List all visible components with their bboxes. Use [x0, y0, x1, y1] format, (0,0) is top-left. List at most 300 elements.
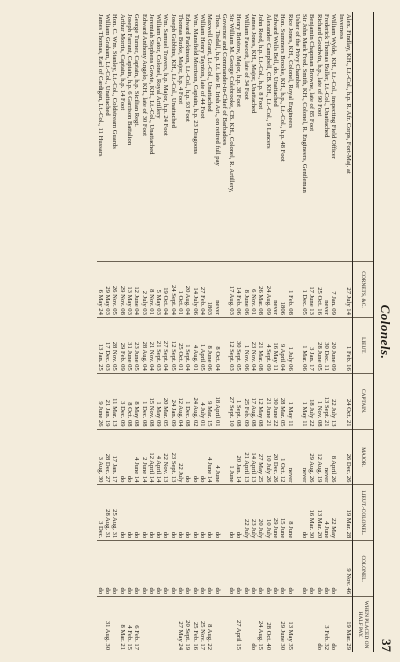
cell-lt-colonel: do: [301, 485, 308, 541]
cell-colonel: do: [162, 541, 169, 597]
cell-major: 10 July 26: [264, 429, 271, 485]
cell-name: Alex. Findlay, KH., Lt.-Col., h.p. R. Afr. Corps, Fort-Maj. at: [344, 14, 352, 174]
cell-colonel: 9 Nov. 46: [345, 541, 353, 597]
cell-first-commission: 27 July 14: [345, 262, 353, 318]
table-row: [199, 12, 206, 652]
cell-first-commission: 5 May 03: [155, 262, 162, 318]
cell-colonel: do: [228, 541, 235, 597]
table-row: [279, 12, 286, 652]
cell-lieut: 30 Sept. 05: [235, 317, 242, 373]
cell-name: Edward Anthony Angelo, KH., late of 30 Foot: [140, 14, 148, 136]
cell-captain: 15 Nov. 08: [148, 373, 155, 429]
cell-captain: 9 June 26: [97, 373, 104, 429]
cell-lt-colonel: 4 June: [323, 485, 330, 541]
cell-name: George Turner, Captain, h.p. Sicilian Regt.: [133, 14, 141, 127]
cell-colonel: do: [184, 541, 191, 597]
cell-colonel: do: [191, 541, 198, 597]
cell-lieut: 30 Dec. 11: [323, 317, 330, 373]
cell-lieut: 23 Nov. 04: [250, 317, 257, 373]
cell-lt-colonel: do: [148, 485, 155, 541]
cell-half-pay: 4 Feb. 15: [126, 597, 133, 652]
cell-name: William Fawcett, late of 34 Foot: [242, 14, 250, 100]
table-row: [162, 12, 169, 652]
cell-colonel: do: [111, 541, 118, 597]
cell-lt-colonel: do: [140, 485, 147, 541]
column-header-half-pay: WHEN PLACED ON HALF PAY.: [353, 597, 374, 652]
table-row: [337, 12, 344, 652]
table-row: [177, 12, 184, 652]
cell-colonel: do: [104, 541, 111, 597]
cell-colonel: do: [264, 541, 271, 597]
cell-lieut: 25 Oct. 01: [177, 317, 184, 373]
cell-half-pay: [301, 597, 308, 652]
cell-lieut: 12 Sept. 05: [170, 317, 177, 373]
cell-first-commission: 6 May 24: [97, 262, 104, 318]
cell-captain: 3 Dec. 09: [119, 373, 126, 429]
cell-first-commission: 8 June 06: [243, 262, 250, 318]
cell-half-pay: 19 Mar. 29: [345, 597, 353, 652]
cell-name: Alexander Campbell, CB. KH., Lt.-Col., 9 Lancers: [264, 14, 272, 149]
cell-captain: 30 June 22: [272, 373, 279, 429]
cell-first-commission: 24 Sept. 04: [170, 262, 177, 318]
column-header-colonel: COLONEL.: [353, 541, 374, 597]
cell-lieut: 4 Sept. 09: [264, 317, 271, 373]
cell-colonel: do: [148, 541, 155, 597]
cell-major: never: [301, 429, 308, 485]
cell-lieut: 1 Sept. 04: [184, 317, 191, 373]
cell-half-pay: [294, 597, 301, 652]
table-row: [148, 12, 155, 652]
cell-half-pay: [213, 597, 220, 652]
cell-colonel: do: [97, 541, 104, 597]
cell-first-commission: 29 May 03: [104, 262, 111, 318]
cell-lt-colonel: do: [177, 485, 184, 541]
cell-first-commission: [221, 262, 228, 318]
cell-name: Sir John Mark Fred. Smith, KH., Colonel, R. Engineers, Gentleman: [301, 14, 309, 193]
cell-captain: 28 Mar. 05: [279, 373, 286, 429]
cell-lt-colonel: 8 June: [286, 485, 293, 541]
column-header-captain: CAPTAIN.: [353, 373, 374, 429]
table-row: [133, 12, 140, 652]
cell-lieut: 31 June 05: [126, 317, 133, 373]
cell-colonel: do: [119, 541, 126, 597]
cell-lieut: 21 Nov. 04: [148, 317, 155, 373]
cell-captain: 24 Jan. 09: [170, 373, 177, 429]
cell-lt-colonel: do: [235, 485, 242, 541]
cell-half-pay: [170, 597, 177, 652]
cell-colonel: do: [272, 541, 279, 597]
cell-captain: 12 Aug. 04: [177, 373, 184, 429]
table-row: [119, 12, 126, 652]
cell-lt-colonel: 22 May: [330, 485, 337, 541]
cell-half-pay: [337, 597, 344, 652]
cell-first-commission: [294, 262, 301, 318]
cell-major: 2 June 14: [140, 429, 147, 485]
cell-lieut: 4 Aug. 01: [191, 317, 198, 373]
cell-colonel: [337, 541, 344, 597]
cell-lieut: 13 Jan. 25: [97, 317, 104, 373]
cell-first-commission: never: [323, 262, 330, 318]
cell-lieut: 8 June 06: [206, 317, 213, 373]
cell-name: Frederick Thomas Buller, Lt.-Col., Unattached: [323, 14, 331, 138]
cell-captain: 1 Sept. 08: [235, 373, 242, 429]
cell-first-commission: 24 Aug. 09: [264, 262, 271, 318]
table-row: [257, 12, 264, 652]
cell-colonel: do: [301, 541, 308, 597]
table-row: [243, 12, 250, 652]
cell-first-commission: never: [213, 262, 220, 318]
cell-captain: 18 July 22: [308, 373, 315, 429]
cell-half-pay: 25 Feb. 16: [191, 597, 198, 652]
table-row: [206, 12, 213, 652]
cell-half-pay: 3 Feb. 32: [323, 597, 330, 652]
cell-half-pay: [308, 597, 315, 652]
cell-major: 12 Aug. 19: [316, 429, 323, 485]
cell-lieut: 28 Nov. 05: [111, 317, 118, 373]
cell-colonel: do: [286, 541, 293, 597]
cell-half-pay: 8 Mar. 21: [119, 597, 126, 652]
cell-major: do: [184, 429, 191, 485]
cell-lt-colonel: do: [155, 485, 162, 541]
cell-colonel: do: [206, 541, 213, 597]
cell-lt-colonel: do: [191, 485, 198, 541]
table-row: [235, 12, 242, 652]
cell-first-commission: 1 Dec. 05: [301, 262, 308, 318]
column-header-major: MAJOR.: [353, 429, 374, 485]
table-row: [155, 12, 162, 652]
cell-lt-colonel: do: [206, 485, 213, 541]
cell-first-commission: never: [272, 262, 279, 318]
cell-lt-colonel: do: [170, 485, 177, 541]
cell-captain: 21 Jan. 19: [104, 373, 111, 429]
cell-major: 20 Dec. 26: [272, 429, 279, 485]
cell-captain: 1 May 09: [155, 373, 162, 429]
cell-first-commission: 6 Nov. 01: [250, 262, 257, 318]
cell-name: Wm. Samuel Travers, h.p. Major, h.p. 24 Foot: [162, 14, 170, 136]
cell-first-commission: 25 Oct. 16: [316, 262, 323, 318]
cell-major: 21 April 13: [243, 429, 250, 485]
cell-colonel: do: [155, 541, 162, 597]
cell-major: do: [126, 429, 133, 485]
table-row: [221, 12, 228, 652]
cell-major: 4 June: [213, 429, 220, 485]
cell-half-pay: 29 June 30: [279, 597, 286, 652]
cell-colonel: do: [126, 541, 133, 597]
cell-major: 17 Jan. 17: [111, 429, 118, 485]
cell-half-pay: 13 May 35: [286, 597, 293, 652]
cell-lieut: [294, 317, 301, 373]
table-row: [191, 12, 198, 652]
cell-lieut: 1 Mar. 06: [301, 317, 308, 373]
cell-half-pay: [272, 597, 279, 652]
cell-captain: 18 April 01: [213, 373, 220, 429]
cell-captain: 8 May 08: [133, 373, 140, 429]
cell-lt-colonel: do: [199, 485, 206, 541]
cell-half-pay: [97, 597, 104, 652]
cell-lt-colonel: 3 Dec.: [97, 485, 104, 541]
cell-half-pay: 24 Aug. 15: [257, 597, 264, 652]
cell-captain: 1 May 11: [301, 373, 308, 429]
cell-first-commission: 1803: [206, 262, 213, 318]
cell-major: 28 Dec. 27: [104, 429, 111, 485]
table-row: [170, 12, 177, 652]
cell-name: Thomas Burke, Major, h.p. 4 Foot: [177, 14, 185, 105]
cell-lieut: 3 Jan. 17: [308, 317, 315, 373]
table-row: [286, 12, 293, 652]
cell-lt-colonel: do: [162, 485, 169, 541]
page-title: Colonels.: [378, 304, 393, 360]
cell-name: Jeremiah Stephens Gowie, KH., Lt.-Col., Unattached: [147, 14, 155, 155]
cell-captain: 8 Oct. 08: [126, 373, 133, 429]
cell-lieut: 8 Oct. 04: [213, 317, 220, 373]
table-row: [301, 12, 308, 652]
cell-half-pay: 6 Feb. 17: [133, 597, 140, 652]
cell-major: [294, 429, 301, 485]
cell-major: [221, 429, 228, 485]
cell-colonel: do: [177, 541, 184, 597]
cell-name: Hon. Summers Brooke, KH., h.p., Lt.-Col., h.p. 48 Foot: [279, 14, 287, 162]
cell-colonel: do: [323, 541, 330, 597]
cell-major: do: [199, 429, 206, 485]
table-row: [316, 12, 323, 652]
cell-captain: 25 Feb. 09: [243, 373, 250, 429]
cell-name: James Jones, KH., Major, Unattached: [250, 14, 258, 114]
cell-lieut: 17 Dec. 03: [104, 317, 111, 373]
cell-lieut: 1 April 05: [199, 317, 206, 373]
page-header: [373, 12, 394, 652]
cell-first-commission: 20 Aug. 04: [184, 262, 191, 318]
cell-lieut: 23 June 05: [133, 317, 140, 373]
table-row: [184, 12, 191, 652]
cell-first-commission: 26 Nov. 05: [111, 262, 118, 318]
table-row: [323, 12, 330, 652]
cell-first-commission: 17 June 13: [308, 262, 315, 318]
cell-captain: 22 July 13: [330, 373, 337, 429]
table-row: [330, 12, 337, 652]
cell-major: [337, 429, 344, 485]
cell-major: 12 April 14: [148, 429, 155, 485]
cell-captain: 27 Sept. 10: [228, 373, 235, 429]
cell-captain: 1 Dec. 08: [184, 373, 191, 429]
cell-major: 3 Aug. 30: [97, 429, 104, 485]
cell-first-commission: 8 Nov. 01: [148, 262, 155, 318]
cell-major: do: [191, 429, 198, 485]
cell-colonel: do: [279, 541, 286, 597]
cell-major: 26 Dec. 26: [345, 429, 353, 485]
cell-name: William Henry Taynton, late of 44 Foot: [198, 14, 206, 119]
cell-lieut: [221, 317, 228, 373]
cell-name: William Cator, Colonel, Royal Artillery: [155, 14, 163, 119]
column-header-name: [353, 12, 374, 262]
cell-lt-colonel: 16 Mar. 30: [308, 485, 315, 541]
cell-name: William Wylde, KH., Lt.-Col., inspecting Field Officer: [330, 14, 338, 159]
cell-major: 22 July: [177, 429, 184, 485]
cell-captain: 13 Sept. 21: [323, 373, 330, 429]
cell-lt-colonel: 20 July: [257, 485, 264, 541]
table-row: [104, 12, 111, 652]
cell-lt-colonel: 25 Aug. 31: [111, 485, 118, 541]
cell-colonel: do: [243, 541, 250, 597]
cell-first-commission: 17 Aug. 03: [228, 262, 235, 318]
cell-name: Rice Jones, KH., Colonel, Royal Engineers: [286, 14, 294, 129]
table-row: [294, 12, 301, 652]
cell-lt-colonel: 19 Mar. 28: [345, 485, 353, 541]
cell-half-pay: 8 Aug. 22: [206, 597, 213, 652]
cell-name: Richard Goodwin, h.p., late of 90 Foot: [315, 14, 323, 117]
cell-lt-colonel: 10 July: [264, 485, 271, 541]
cell-captain: 1 Dec. 08: [140, 373, 147, 429]
cell-lt-colonel: do: [184, 485, 191, 541]
cell-half-pay: [148, 597, 155, 652]
cell-name: William Graham, Lt.-Col., Unattached: [104, 14, 112, 116]
cell-captain: 4 July 01: [199, 373, 206, 429]
cell-first-commission: 26 Mar. 08: [257, 262, 264, 318]
cell-colonel: do: [308, 541, 315, 597]
cell-lt-colonel: do: [228, 485, 235, 541]
cell-lieut: 16 May 11: [272, 317, 279, 373]
cell-major: do: [119, 429, 126, 485]
table-row: [97, 12, 104, 652]
cell-half-pay: 27 May 24: [177, 597, 184, 652]
cell-colonel: do: [330, 541, 337, 597]
cell-lt-colonel: 23 July: [250, 485, 257, 541]
cell-name: Thos. Tisdall, h.p. Lt. late R. Irish Art., on retired full pay: [213, 14, 221, 166]
cell-colonel: do: [170, 541, 177, 597]
cell-colonel: do: [257, 541, 264, 597]
cell-half-pay: [228, 597, 235, 652]
cell-colonel: do: [235, 541, 242, 597]
cell-colonel: do: [316, 541, 323, 597]
cell-captain: [294, 373, 301, 429]
cell-first-commission: 2 July 03: [140, 262, 147, 318]
cell-colonel: do: [250, 541, 257, 597]
cell-colonel: [221, 541, 228, 597]
cell-name: Joseph Gubbins, KH., Lt.-Col., Unattached: [169, 14, 177, 128]
cell-colonel: [294, 541, 301, 597]
cell-half-pay: 25 Nov. 17: [199, 597, 206, 652]
table-row: [272, 12, 279, 652]
cell-name: Sir William M. George Colebrooke, CB. KH., Colonel, R. Artillery,: [228, 14, 236, 193]
cell-name: Governor and Commander-in-Chief of Barbadoes: [220, 14, 228, 146]
cell-first-commission: 14 July 06: [191, 262, 198, 318]
cell-captain: 17 Aug. 08: [250, 373, 257, 429]
cell-major: 4 June 14: [206, 429, 213, 485]
cell-lieut: 1 Feb. 16: [345, 317, 353, 373]
cell-half-pay: do: [250, 597, 257, 652]
cell-first-commission: 14 Feb. 06: [235, 262, 242, 318]
cell-first-commission: 29 Nov. 08: [119, 262, 126, 318]
column-header-lt-colonel: LIEUT.-COLONEL.: [353, 485, 374, 541]
cell-colonel: do: [133, 541, 140, 597]
cell-half-pay: [221, 597, 228, 652]
cell-name: Joseph Farrant, Captain, h.p. 6 Garrison Battalion: [126, 14, 133, 146]
cell-lt-colonel: do: [133, 485, 140, 541]
table-row: [126, 12, 133, 652]
table-row: [308, 12, 315, 652]
cell-name: Wm. Mansfield Morrison, Captain, h.p. 23 Dragoons: [191, 14, 199, 155]
table-row: [140, 12, 147, 652]
cell-lieut: 1 Nov. 06: [243, 317, 250, 373]
cell-lt-colonel: do: [213, 485, 220, 541]
cell-captain: 21 June 21: [264, 373, 271, 429]
cell-lt-colonel: [221, 485, 228, 541]
cell-lt-colonel: 22 July: [243, 485, 250, 541]
cell-first-commission: 27 Feb. 04: [199, 262, 206, 318]
cell-first-commission: 12 June 04: [133, 262, 140, 318]
table-row: [228, 12, 235, 652]
cell-name: Benjamin Chapman Browne, late of 85 Foot: [308, 14, 316, 132]
cell-major: 4 June 14: [133, 429, 140, 485]
officers-table: [97, 12, 373, 652]
cell-captain: 1 May 11: [286, 373, 293, 429]
cell-lieut: 28 Aug. 04: [140, 317, 147, 373]
cell-first-commission: 13 May 03: [126, 262, 133, 318]
cell-lt-colonel: [337, 485, 344, 541]
cell-captain: 24 Aug. 02: [191, 373, 198, 429]
cell-half-pay: do: [330, 597, 337, 652]
cell-colonel: do: [199, 541, 206, 597]
cell-major: never: [323, 429, 330, 485]
cell-captain: 9 Mar. 15: [206, 373, 213, 429]
cell-lieut: 20 June 09: [330, 317, 337, 373]
cell-lt-colonel: 15 June: [279, 485, 286, 541]
cell-lieut: 29 Feb. 09: [119, 317, 126, 373]
cell-captain: 1 Nov. 08: [316, 373, 323, 429]
cell-major: 22 Nov. 13: [162, 429, 169, 485]
cell-half-pay: do: [316, 597, 323, 652]
cell-name: James Thomas, Earl of Cardigan, Lt.-Col., 11 Hussars: [96, 14, 104, 157]
cell-first-commission: 1806: [279, 262, 286, 318]
cell-lieut: [337, 317, 344, 373]
cell-lieut: 27 Sept. 04: [162, 317, 169, 373]
cell-half-pay: 31 Aug. 30: [104, 597, 111, 652]
cell-half-pay: 27 April 15: [235, 597, 242, 652]
cell-captain: 12 May 08: [257, 373, 264, 429]
cell-first-commission: 19 Oct. 04: [162, 262, 169, 318]
cell-half-pay: [140, 597, 147, 652]
cell-lt-colonel: do: [126, 485, 133, 541]
cell-major: 8 April 26: [330, 429, 337, 485]
cell-captain: 24 Oct. 21: [345, 373, 353, 429]
cell-lt-colonel: 28 Aug. 31: [104, 485, 111, 541]
cell-lieut: 28 June 05: [316, 317, 323, 373]
cell-captain: [337, 373, 344, 429]
cell-lieut: 21 Mar. 08: [257, 317, 264, 373]
table-header-row: [353, 12, 374, 652]
cell-first-commission: 1 Oct. 01: [177, 262, 184, 318]
cell-first-commission: 1 Feb. 08: [286, 262, 293, 318]
cell-name: Usher of the Privy Chamber: [293, 14, 301, 89]
cell-colonel: do: [140, 541, 147, 597]
page-number: 37: [379, 639, 394, 652]
cell-lt-colonel: [294, 485, 301, 541]
cell-lt-colonel: 29 June: [272, 485, 279, 541]
cell-major: 1 Oct. 12: [279, 429, 286, 485]
cell-name: Henry Bristow, Major, h.p. 38 Foot: [235, 14, 243, 107]
cell-half-pay: [243, 597, 250, 652]
cell-half-pay: [111, 597, 118, 652]
cell-name: Arthur Morris, Captain, h.p. 14 Foot: [118, 14, 126, 111]
table-body: [97, 12, 353, 652]
cell-major: 14 April 13: [250, 429, 257, 485]
cell-major: 29 Aug. 26: [308, 429, 315, 485]
cell-half-pay: [155, 597, 162, 652]
cell-name: Maxwell Grant, Lt.-Col., Unattached: [206, 14, 214, 112]
cell-major: 23 Sept. 13: [170, 429, 177, 485]
cell-name: Edward Wells Bell, do. Unattached: [271, 14, 279, 107]
cell-major: 27 May 25: [257, 429, 264, 485]
table-row: [111, 12, 118, 652]
